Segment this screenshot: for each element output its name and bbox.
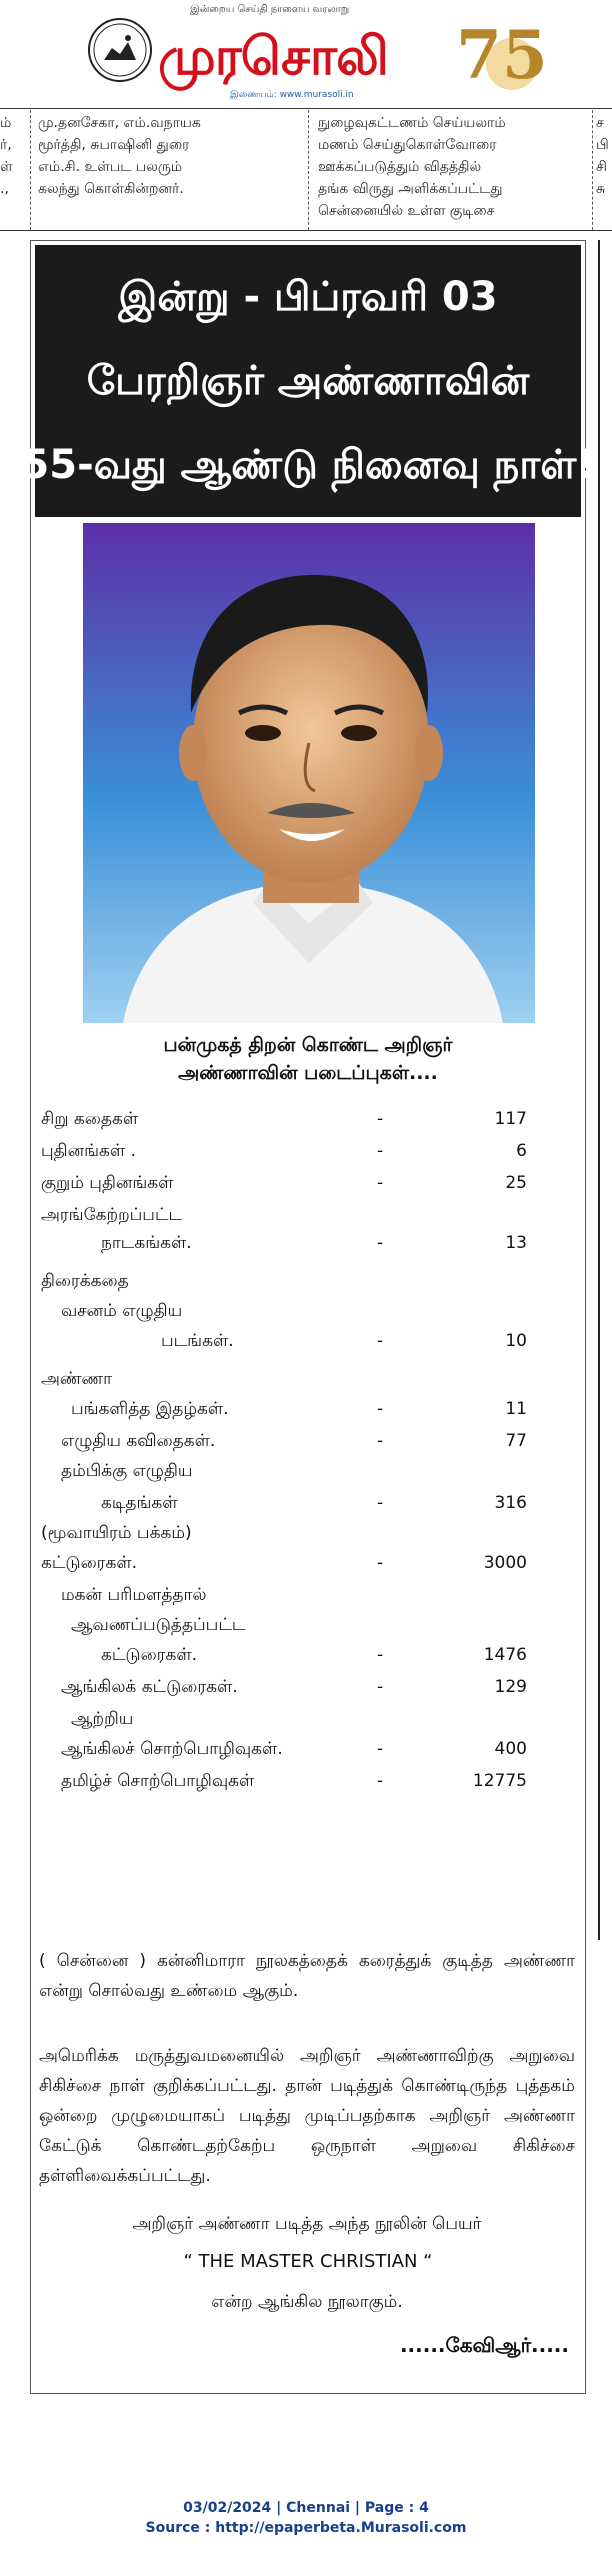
works-row-label: வசனம் எழுதிய bbox=[61, 1301, 183, 1321]
works-row-label: ஆங்கிலச் சொற்பொழிவுகள். bbox=[61, 1739, 283, 1759]
headline-line-1: இன்று - பிப்ரவரி 03 bbox=[118, 274, 498, 320]
headline-line-2: பேரறிஞர் அண்ணாவின் bbox=[86, 358, 530, 404]
works-row-label: குறும் புதினங்கள் bbox=[41, 1173, 174, 1193]
works-row-label: கட்டுரைகள். bbox=[41, 1553, 138, 1573]
works-row-label: திரைக்கதை bbox=[41, 1271, 129, 1291]
works-row-dash: - bbox=[377, 1739, 384, 1759]
works-row-value: 1476 bbox=[483, 1645, 527, 1665]
masthead-subtitle: இணையம்: www.murasoli.in bbox=[230, 90, 354, 100]
works-section-title: பன்முகத் திறன் கொண்ட அறிஞர் அண்ணாவின் படைப்புகள்.... bbox=[163, 1034, 453, 1084]
works-row-value: 117 bbox=[494, 1109, 527, 1129]
works-row-label: ஆவணப்படுத்தப்பட்ட bbox=[71, 1615, 246, 1635]
section-divider bbox=[0, 230, 612, 231]
works-row-value: 129 bbox=[494, 1677, 527, 1697]
works-row-label: எழுதிய கவிதைகள். bbox=[61, 1431, 216, 1451]
works-row-value: 10 bbox=[505, 1331, 527, 1351]
works-row-label: சிறு கதைகள் bbox=[41, 1109, 139, 1129]
snippet-edge-column: ச பி சி சு bbox=[596, 115, 609, 197]
works-row-dash: - bbox=[377, 1399, 384, 1419]
column-divider bbox=[30, 110, 31, 230]
masthead-logo: முரசொலி bbox=[158, 26, 388, 87]
works-row-label: நாடகங்கள். bbox=[101, 1233, 192, 1253]
masthead-divider bbox=[0, 108, 612, 109]
footer-source-link[interactable]: Source : http://epaperbeta.Murasoli.com bbox=[145, 2520, 467, 2536]
page-footer bbox=[0, 2498, 612, 2538]
masthead-tagline: இன்றைய செய்தி நாளைய வரலாறு bbox=[190, 4, 350, 15]
works-row-value: 400 bbox=[494, 1739, 527, 1759]
snippet-left-column: ம் ர், ள் ., bbox=[0, 115, 13, 197]
works-row-label: படங்கள். bbox=[161, 1331, 234, 1351]
works-row-label: ஆற்றிய bbox=[71, 1709, 134, 1729]
snippet-right-column: நுழைவுகட்டணம் செய்யலாம் மணம் செய்துகொள்வோரை ஊக்கப்படுத்தும் விதத்தில் தங்க விருது அளிக்கப்பட்டது சென்னையில் உள்ள குடிசை bbox=[318, 115, 506, 219]
paragraph-book-intro: அறிஞர் அண்ணா படித்த அந்த நூலின் பெயர் bbox=[132, 2214, 482, 2234]
author-signature: ......கேவிஆர்..... bbox=[399, 2333, 569, 2357]
works-row-label: அரங்கேற்றப்பட்ட bbox=[41, 1205, 183, 1225]
works-row-dash: - bbox=[377, 1677, 384, 1697]
masthead bbox=[0, 0, 612, 110]
works-row-dash: - bbox=[377, 1331, 384, 1351]
paragraph-book-outro: என்ற ஆங்கில நூலாகும். bbox=[211, 2292, 403, 2312]
column-divider bbox=[592, 110, 593, 230]
works-row-dash: - bbox=[377, 1431, 384, 1451]
works-row-dash: - bbox=[377, 1173, 384, 1193]
book-title: “ THE MASTER CHRISTIAN “ bbox=[183, 2251, 433, 2272]
works-row-value: 11 bbox=[505, 1399, 527, 1419]
works-row-label: தமிழ்ச் சொற்பொழிவுகள் bbox=[61, 1771, 255, 1791]
works-row-dash: - bbox=[377, 1493, 384, 1513]
paragraph-surgery: அமெரிக்க மருத்துவமனையில் அறிஞர் அண்ணாவிற்கு அறுவை சிகிச்சை நாள் குறிக்கப்பட்டது. தான் படித்துக் கொண்டிருந்த புத்தகம் ஒன்றை முழுமையாகப் படித்து முடிப்பதற்காக அறிஞர் அண்ணா கேட்டுக் கொண்டதற்கேற்ப ஒருநாள் அறுவை சிகிச்சை தள்ளிவைக்கப்பட்டது. bbox=[39, 2046, 575, 2186]
works-row-label: அண்ணா bbox=[41, 1369, 113, 1389]
works-row-dash: - bbox=[377, 1771, 384, 1791]
footer-date-page: 03/02/2024 | Chennai | Page : 4 bbox=[183, 2500, 429, 2516]
works-row-value: 316 bbox=[494, 1493, 527, 1513]
headline-box bbox=[21, 245, 595, 517]
works-row-value: 6 bbox=[516, 1141, 527, 1161]
anna-portrait-image bbox=[83, 523, 535, 1023]
works-row-label: பங்களித்த இதழ்கள். bbox=[71, 1399, 229, 1419]
works-row-label: கட்டுரைகள். bbox=[101, 1645, 198, 1665]
works-row-label: தம்பிக்கு எழுதிய bbox=[61, 1461, 193, 1481]
works-row-value: 12775 bbox=[472, 1771, 527, 1791]
jubilee-number: 75 bbox=[456, 16, 544, 94]
column-divider bbox=[308, 110, 309, 230]
works-row-value: 77 bbox=[505, 1431, 527, 1451]
adjacent-article-border bbox=[598, 240, 612, 1940]
works-row-label: புதினங்கள் . bbox=[41, 1141, 136, 1161]
works-row-label: (மூவாயிரம் பக்கம்) bbox=[41, 1523, 192, 1543]
works-row-value: 25 bbox=[505, 1173, 527, 1193]
works-row-value: 13 bbox=[505, 1233, 527, 1253]
works-row-dash: - bbox=[377, 1553, 384, 1573]
works-row-label: கடிதங்கள் bbox=[101, 1493, 178, 1513]
works-row-dash: - bbox=[377, 1141, 384, 1161]
works-row-dash: - bbox=[377, 1233, 384, 1253]
works-row-dash: - bbox=[377, 1109, 384, 1129]
works-row-label: ஆங்கிலக் கட்டுரைகள். bbox=[61, 1677, 238, 1697]
snippet-middle-column: மு.தனசேகா, எம்.வநாயக மூர்த்தி, சுபாஷினி துரை எம்.சி. உள்பட பலரும் கலந்து கொள்கின்றனர். bbox=[38, 115, 201, 197]
works-row-label: மகன் பரிமளத்தால் bbox=[61, 1585, 207, 1605]
headline-line-3: 55-வது ஆண்டு நினைவு நாள்! bbox=[21, 442, 595, 488]
anna-memorial-article bbox=[21, 240, 595, 2394]
newspaper-emblem-icon bbox=[88, 18, 152, 82]
jubilee-75-emblem bbox=[452, 6, 544, 98]
works-row-value: 3000 bbox=[483, 1553, 527, 1573]
paragraph-connemara: ( சென்னை ) கன்னிமாரா நூலகத்தைக் கரைத்துக் குடித்த அண்ணா என்று சொல்வது உண்மை ஆகும். bbox=[39, 1951, 575, 2001]
works-row-dash: - bbox=[377, 1645, 384, 1665]
